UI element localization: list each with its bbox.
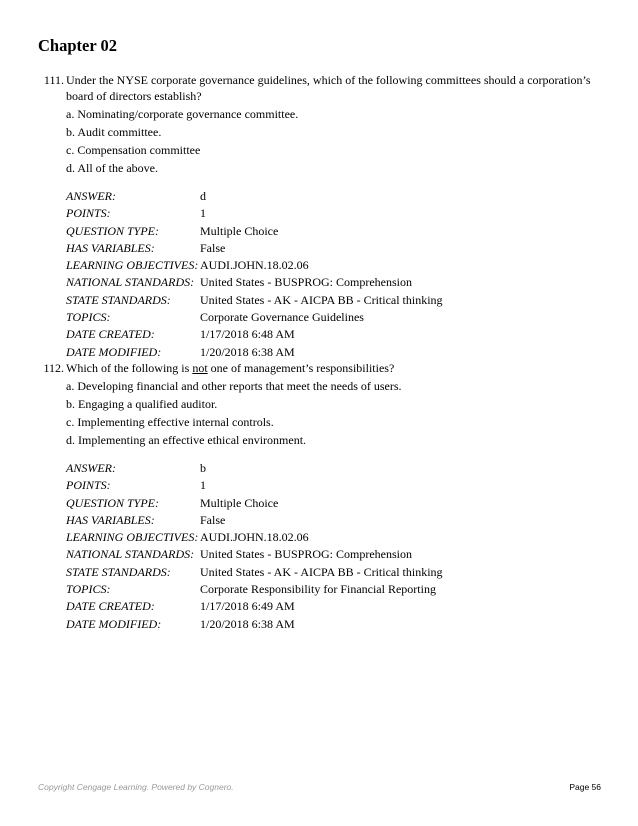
option-a: a. Developing financial and other reports that meet the needs of users.: [66, 379, 402, 393]
meta-row-state-standards: [66, 292, 608, 308]
meta-key: DATE MODIFIED:: [66, 344, 162, 359]
question-metadata: [66, 188, 608, 360]
question-text: Under the NYSE corporate governance guidelines, which of the following committees should a corporation’s board of directors establish?: [66, 73, 591, 103]
meta-row-question-type: [66, 495, 608, 511]
meta-value: Corporate Responsibility for Financial Reporting: [200, 582, 436, 597]
copyright-notice: Copyright Cengage Learning. Powered by Cognero.: [38, 782, 234, 792]
meta-row-points: [66, 477, 608, 493]
question-text: [66, 360, 608, 376]
meta-row-learning-objectives: [66, 529, 608, 545]
meta-key: NATIONAL STANDARDS:: [66, 547, 195, 562]
meta-key: LEARNING OBJECTIVES:: [66, 530, 199, 545]
meta-key: QUESTION TYPE:: [66, 495, 160, 510]
question-112: [38, 360, 608, 633]
meta-row-date-created: [66, 598, 608, 614]
meta-value: 1/17/2018 6:48 AM: [200, 327, 295, 342]
meta-key: STATE STANDARDS:: [66, 564, 171, 579]
meta-row-topics: [66, 309, 608, 325]
option-d: d. All of the above.: [66, 161, 158, 175]
meta-key: TOPICS:: [66, 310, 111, 325]
meta-row-date-modified: [66, 344, 608, 360]
option-a: a. Nominating/corporate governance committee.: [66, 107, 299, 121]
meta-row-national-standards: [66, 546, 608, 562]
option-c: c. Implementing effective internal controls.: [66, 415, 274, 429]
meta-row-learning-objectives: [66, 257, 608, 273]
question-number: 112.: [43, 361, 64, 375]
meta-key: POINTS:: [66, 478, 111, 493]
question-111: [38, 72, 608, 361]
option-c: c. Compensation committee: [66, 143, 201, 157]
meta-value: 1: [200, 478, 206, 493]
chapter-title: Chapter 02: [38, 36, 117, 55]
meta-value: False: [200, 240, 226, 255]
option-b: b. Audit committee.: [66, 125, 162, 139]
meta-value: Corporate Governance Guidelines: [200, 310, 364, 325]
meta-key: QUESTION TYPE:: [66, 223, 160, 238]
question-text-start: Which of the following is: [66, 361, 193, 375]
meta-row-points: [66, 205, 608, 221]
meta-key: TOPICS:: [66, 582, 111, 597]
meta-value: Multiple Choice: [200, 495, 279, 510]
question-text-emphasis: not: [192, 361, 208, 375]
meta-row-state-standards: [66, 564, 608, 580]
meta-row-date-modified: [66, 616, 608, 632]
meta-value: United States - BUSPROG: Comprehension: [200, 547, 412, 562]
question-number: 111.: [43, 73, 64, 87]
meta-value: b: [200, 461, 206, 475]
meta-key: POINTS:: [66, 206, 111, 221]
page-number: Page 56: [569, 782, 601, 792]
meta-row-date-created: [66, 326, 608, 342]
meta-value: 1: [200, 206, 206, 221]
meta-value: 1/20/2018 6:38 AM: [200, 616, 295, 631]
meta-value: United States - AK - AICPA BB - Critical thinking: [200, 564, 443, 579]
meta-value: AUDI.JOHN.18.02.06: [200, 530, 309, 545]
meta-value: United States - BUSPROG: Comprehension: [200, 275, 412, 290]
meta-key: ANSWER:: [66, 189, 116, 203]
meta-row-national-standards: [66, 274, 608, 290]
meta-key: DATE CREATED:: [66, 327, 155, 342]
meta-key: DATE MODIFIED:: [66, 616, 162, 631]
meta-key: ANSWER:: [66, 461, 116, 475]
meta-key: DATE CREATED:: [66, 599, 155, 614]
meta-row-answer: [66, 460, 608, 476]
question-metadata: [66, 460, 608, 632]
meta-value: d: [200, 189, 206, 203]
meta-value: 1/17/2018 6:49 AM: [200, 599, 295, 614]
meta-key: LEARNING OBJECTIVES:: [66, 258, 199, 273]
meta-row-question-type: [66, 223, 608, 239]
meta-value: Multiple Choice: [200, 223, 279, 238]
meta-key: STATE STANDARDS:: [66, 292, 171, 307]
meta-value: AUDI.JOHN.18.02.06: [200, 258, 309, 273]
option-b: b. Engaging a qualified auditor.: [66, 397, 218, 411]
meta-row-answer: [66, 188, 608, 204]
meta-row-has-variables: [66, 512, 608, 528]
meta-key: HAS VARIABLES:: [66, 512, 155, 527]
question-text-end: one of management’s responsibilities?: [207, 361, 395, 375]
meta-row-has-variables: [66, 240, 608, 256]
meta-key: NATIONAL STANDARDS:: [66, 275, 195, 290]
meta-value: False: [200, 512, 226, 527]
option-d: d. Implementing an effective ethical environment.: [66, 433, 307, 447]
meta-value: United States - AK - AICPA BB - Critical thinking: [200, 292, 443, 307]
meta-value: 1/20/2018 6:38 AM: [200, 344, 295, 359]
meta-row-topics: [66, 581, 608, 597]
meta-key: HAS VARIABLES:: [66, 240, 155, 255]
